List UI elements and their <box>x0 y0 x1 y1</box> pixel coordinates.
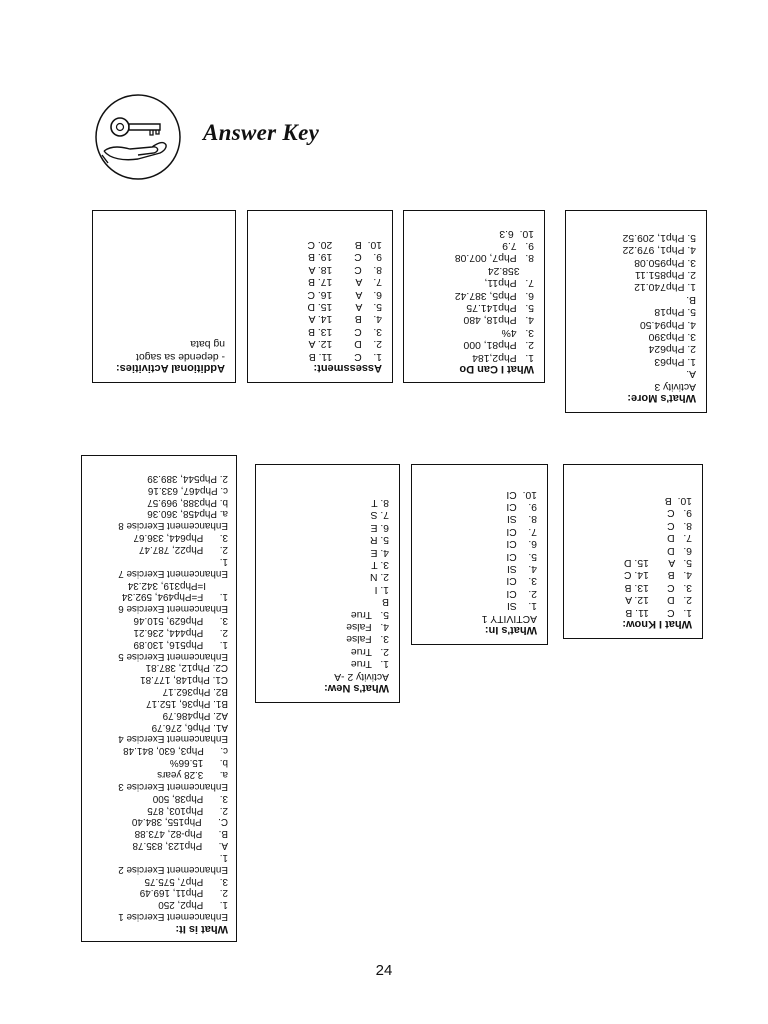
list-item: 7. A <box>355 276 382 288</box>
list-item: 358.24 <box>487 264 534 276</box>
list-item: 7. CI <box>506 525 537 537</box>
list-item: 8. SI <box>506 513 537 525</box>
list-item: 6. D <box>667 544 692 556</box>
list-item: 1. C <box>354 350 382 362</box>
list-item: A2. Php486.79 <box>162 709 228 721</box>
list-item: Enhancement Exercise 4 <box>118 733 228 745</box>
list-item: 4. Php94.50 <box>639 318 696 330</box>
list-item: 4. False <box>346 620 389 632</box>
list-item: 3. T <box>371 558 389 570</box>
what-is-it-box <box>81 455 237 942</box>
assessment-heading: Assessment: <box>313 362 382 374</box>
list-item: Enhancement Exercise 2 <box>118 863 228 875</box>
page-number: 24 <box>375 962 393 979</box>
list-item: 13. B <box>624 581 649 593</box>
key-in-hand-icon <box>94 93 182 181</box>
list-item: 4. Php1, 979.22 <box>622 244 696 256</box>
list-item: 1. C <box>667 606 692 618</box>
list-item: 14. A <box>308 313 333 325</box>
what-i-can-do-heading: What I Can Do <box>459 363 534 375</box>
list-item: 1. True <box>350 658 389 670</box>
list-item: 20. C <box>307 238 333 250</box>
list-item: 4. SI <box>506 562 537 574</box>
what-is-it-heading: What is It: <box>175 923 228 935</box>
list-item: 9. 7.9 <box>502 239 534 251</box>
list-item: 3. 4% <box>501 326 534 338</box>
whats-new-box <box>255 464 400 703</box>
list-item: 11. B <box>625 606 649 618</box>
what-i-know-heading: What I Know: <box>622 618 692 630</box>
list-item: 3. Php950.08 <box>634 256 696 268</box>
list-item: 7. D <box>667 532 692 544</box>
list-item: b. 15.66% <box>169 757 228 769</box>
list-item: 10. 6.3 <box>499 227 534 239</box>
list-item: 2. Php851.11 <box>634 268 696 280</box>
list-item: 2. Php624 <box>648 343 696 355</box>
list-item: b. Php388, 969.57 <box>147 496 228 508</box>
list-item: Enhancement Exercise 6 <box>118 603 228 615</box>
list-item: 2. Php103, 875 <box>147 804 228 816</box>
list-item: 10. B <box>354 238 382 250</box>
list-item: 1. F=Php494, 592.34 <box>121 591 228 603</box>
list-item: C. Php155, 384.40 <box>131 816 228 828</box>
list-item: 9. C <box>667 507 692 519</box>
list-item: 7. S <box>370 509 389 521</box>
list-item: 2. Php544, 389.39 <box>147 472 228 484</box>
list-item: 5. True <box>350 608 389 620</box>
list-item: 14. C <box>624 569 649 581</box>
list-item: 2. Php11, 169.49 <box>139 887 228 899</box>
list-item: A1. Php6, 276.79 <box>151 721 228 733</box>
list-item: 2. Php22, 787.47 <box>139 544 228 555</box>
list-item: Enhancement Exercise 1 <box>118 911 228 923</box>
list-item: 3. Php629, 510.46 <box>133 615 228 627</box>
list-item: Enhancement Exercise 3 <box>118 780 228 792</box>
list-item: 18. A <box>308 263 333 275</box>
list-item: a. 3.28 years <box>157 769 228 781</box>
list-item: 5. A <box>668 556 692 568</box>
list-item: B <box>382 596 389 608</box>
list-item: 1. Php516, 130.89 <box>133 638 228 650</box>
list-item: 5. R <box>369 534 389 546</box>
list-item: 16. C <box>307 288 333 300</box>
list-item: C1. Php148, 177.81 <box>140 674 228 686</box>
whats-more-heading: What's More: <box>627 392 696 404</box>
list-item: - depende sa sagot <box>136 350 225 362</box>
list-item: 4. B <box>667 569 692 581</box>
list-item: 1. Php740.12 <box>634 281 696 293</box>
list-item: 6. A <box>355 288 382 300</box>
additional-activities-heading: Additional Activities: <box>116 362 225 374</box>
list-item: 15. D <box>307 300 333 312</box>
list-item: Activity 3 <box>654 380 696 392</box>
list-item: 2. Php444, 236.21 <box>133 626 228 638</box>
list-item: A. <box>686 368 696 380</box>
list-item: 8. C <box>667 519 692 531</box>
list-item: 10. CI <box>506 488 537 500</box>
list-item: 3. C <box>667 581 692 593</box>
assessment-box <box>247 210 393 383</box>
list-item: 8. Php7, 007.08 <box>454 252 534 264</box>
list-item: 6. Php5, 387.42 <box>454 289 534 301</box>
list-item: 15. D <box>624 556 649 568</box>
list-item: A. Php123, 835.78 <box>132 840 228 852</box>
list-item: 4. Php18, 480 <box>463 314 534 326</box>
list-item: Enhancement Exercise 5 <box>118 650 228 662</box>
list-item: 4. B <box>354 313 382 325</box>
list-item: 1. SI <box>506 600 537 612</box>
list-item: 4. E <box>370 546 389 558</box>
whats-in-box <box>411 464 548 645</box>
list-item: 3. Php390 <box>648 330 696 342</box>
list-item: B. <box>686 293 696 305</box>
list-item: Enhancement Exercise 7 <box>118 567 228 579</box>
list-item: 5. Php141.75 <box>466 301 534 313</box>
whats-in-heading: What's In: <box>484 624 537 636</box>
list-item: 2. Php81, 000 <box>463 339 534 351</box>
list-item: Enhancement Exercise 8 <box>118 520 228 532</box>
list-item: c. Php3, 630, 841.48 <box>123 745 228 757</box>
list-item: 1. <box>219 851 228 863</box>
list-item: 5. Php18 <box>654 306 696 318</box>
list-item: C2. Php12, 387.81 <box>145 662 228 674</box>
list-item: 1. I <box>374 583 389 595</box>
what-i-know-box <box>563 464 703 639</box>
list-item: 19. B <box>308 251 333 263</box>
list-item: ACTIVITY 1 <box>481 612 537 624</box>
list-item: 6. CI <box>506 538 537 550</box>
list-item: B1. Php36, 152.17 <box>146 697 228 709</box>
list-item: I=Php319, 342.34 <box>127 579 228 591</box>
list-item: B2. Php362.17 <box>162 686 228 698</box>
list-item: 8. T <box>371 496 389 508</box>
list-item: 3. Php38, 500 <box>152 792 228 804</box>
list-item: c. Php467, 633.16 <box>147 484 228 496</box>
list-item: 5. A <box>355 300 382 312</box>
list-item: 6. E <box>370 521 389 533</box>
list-item: 11. B <box>308 350 333 362</box>
list-item: 5. Php1, 209.52 <box>622 231 696 243</box>
list-item: 3. C <box>354 325 382 337</box>
list-item: ng bata <box>190 338 225 350</box>
list-item: Activity 2 -A <box>334 670 389 682</box>
list-item: 5. CI <box>506 550 537 562</box>
list-item: 3. CI <box>506 575 537 587</box>
list-item: 3. False <box>346 633 389 645</box>
list-item: 1. Php2, 250 <box>158 899 228 911</box>
list-item: 2. D <box>354 338 382 350</box>
list-item: 3. Php7, 575.75 <box>144 875 228 887</box>
list-item: 12. A <box>308 338 333 350</box>
list-item: B. Php-82, 473.88 <box>134 828 228 840</box>
list-item: 1. Php2,184 <box>472 351 534 363</box>
list-item: 1. Php63 <box>654 355 696 367</box>
list-item: 2. D <box>667 594 692 606</box>
additional-activities-box <box>92 210 236 383</box>
list-item: 9. CI <box>506 500 537 512</box>
list-item: 12. A <box>625 594 649 606</box>
list-item: 10. B <box>664 494 692 506</box>
list-item: 13. B <box>308 325 333 337</box>
list-item: 1. <box>219 555 228 567</box>
list-item: 2. True <box>350 645 389 657</box>
list-item: 7. Php11, <box>484 277 534 289</box>
list-item: 2. N <box>369 571 389 583</box>
whats-more-box <box>565 210 707 413</box>
page-title: Answer Key <box>203 120 320 145</box>
list-item: 8. C <box>354 263 382 275</box>
list-item: a. Php458, 360.36 <box>147 508 228 520</box>
list-item: 17. B <box>308 276 333 288</box>
whats-new-heading: What's New: <box>324 682 389 694</box>
list-item: 3. Php644, 336.67 <box>133 532 228 544</box>
list-item: 2. CI <box>506 587 537 599</box>
what-i-can-do-box <box>403 210 545 383</box>
list-item: 9. C <box>354 251 382 263</box>
